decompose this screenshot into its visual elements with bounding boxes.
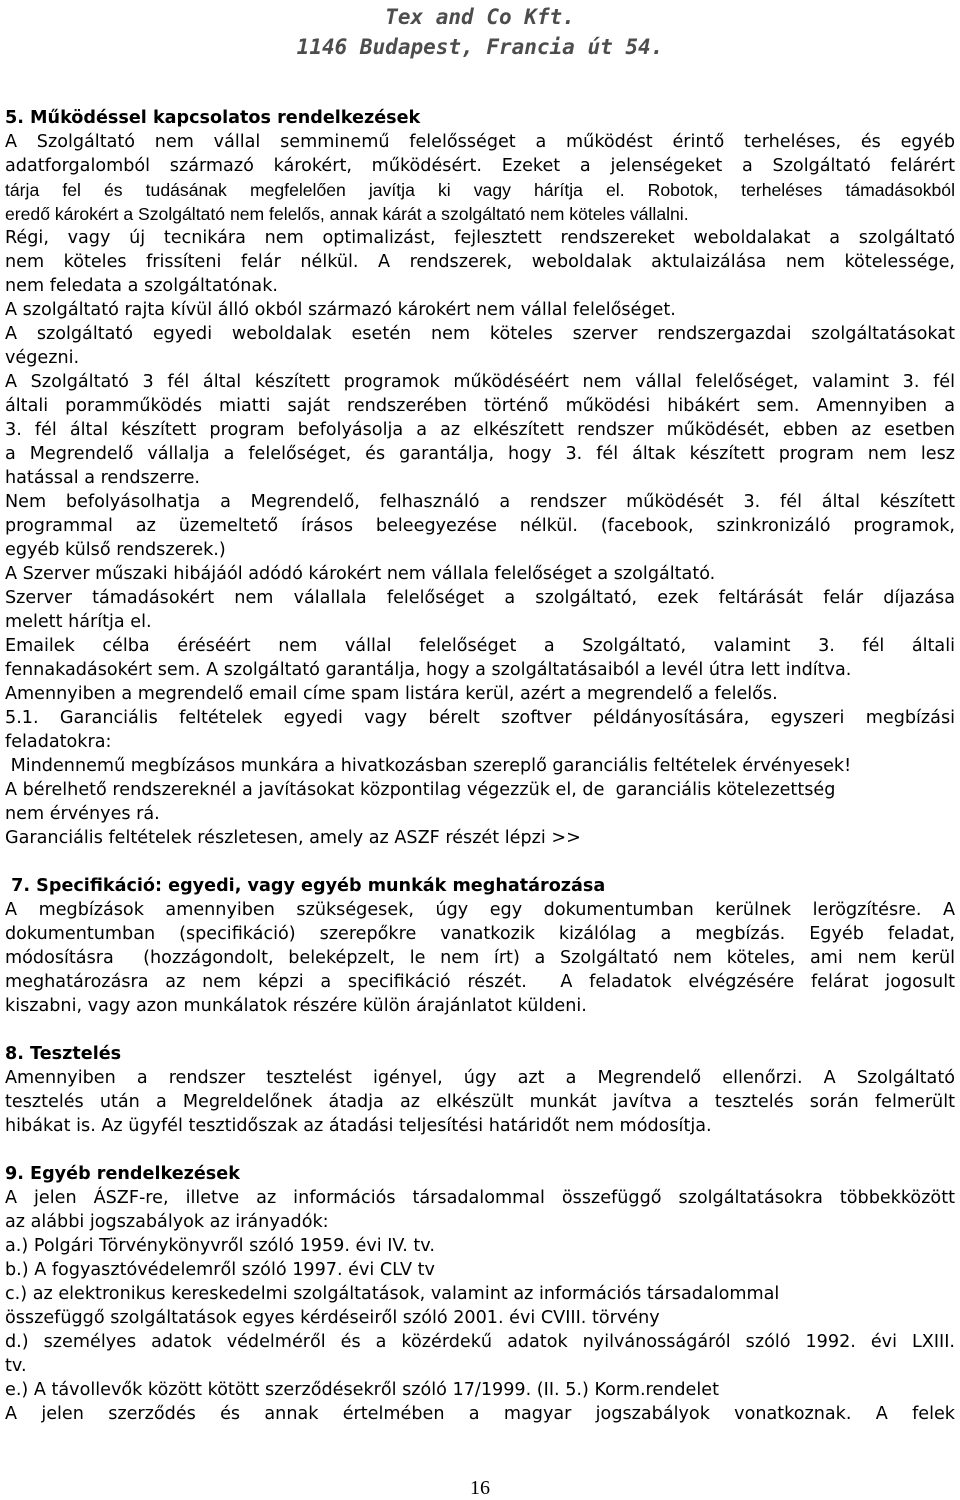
document-body xyxy=(5,106,955,1426)
text-line: módosításra (hozzágondolt, beleképzelt, le nem írt) a Szolgáltató nem köteles, ami nem kerül xyxy=(5,948,955,968)
text-line: b.) A fogyasztóvédelemről szóló 1997. évi CLV tv xyxy=(5,1260,435,1280)
text-line: eredő károkért a Szolgáltató nem felelős, annak kárát a szolgáltató nem köteles vállalni. xyxy=(5,204,689,224)
text-line: végezni. xyxy=(5,348,80,368)
text-line: hatással a rendszerre. xyxy=(5,468,200,488)
text-line: Nem befolyásolhatja a Megrendelő, felhasználó a rendszer működését 3. fél által készített xyxy=(5,492,955,512)
text-line: nem köteles frissíteni felár nélkül. A rendszerek, weboldalak aktulaizálása nem kötelessége, xyxy=(5,252,955,272)
text-line: adatforgalomból származó károkért, működésért. Ezeket a jelenségeket a Szolgáltató felárért xyxy=(5,156,955,176)
text-line: általi poramműködés miatti saját rendszerében történő működési hibákért sem. Amennyiben a xyxy=(5,396,955,416)
text-line: A Szolgáltató 3 fél által készített programok működéséért nem vállal felelőséget, valamint 3. fél xyxy=(5,372,955,392)
text-line: 5.1. Garanciális feltételek egyedi vagy bérelt szoftver példányosítására, egyszeri megbízási xyxy=(5,708,955,728)
text-line: a Megrendelő vállalja a felelőséget, és garantálja, hogy 3. fél áltak készített program nem lesz xyxy=(5,444,955,464)
company-name: Tex and Co Kft. xyxy=(385,5,575,29)
text-line: feladatokra: xyxy=(5,732,112,752)
text-line: Amennyiben a megrendelő email címe spam listára kerül, azért a megrendelő a felelős. xyxy=(5,684,778,704)
section-9-text xyxy=(5,1186,955,1426)
text-line: nem feledata a szolgáltatónak. xyxy=(5,276,278,296)
text-line: összefüggő szolgáltatások egyes kérdéseiről szóló 2001. évi CVIII. törvény xyxy=(5,1308,660,1328)
section-7-title: 7. Specifikáció: egyedi, vagy egyéb munkák meghatározása xyxy=(5,876,606,896)
section-5-title: 5. Működéssel kapcsolatos rendelkezések xyxy=(5,108,421,128)
page-number: 16 xyxy=(470,1477,490,1499)
text-line: Régi, vagy új tecnikára nem optimalizást, fejlesztett rendszereket weboldalakat a szolgáltató xyxy=(5,228,955,248)
text-line: fennakadásokért sem. A szolgáltató garantálja, hogy a szolgáltatásaiból a levél útra lett indítva. xyxy=(5,660,852,680)
text-line: a.) Polgári Törvénykönyvről szóló 1959. évi IV. tv. xyxy=(5,1236,435,1256)
page-header xyxy=(0,2,960,62)
text-line: A szolgáltató rajta kívül álló okból származó károkért nem vállal felelőséget. xyxy=(5,300,676,320)
text-line: meghatározásra az nem képzi a specifikáció részét. A feladatok elvégzésére felárat jogosult xyxy=(5,972,955,992)
section-7-text xyxy=(5,898,955,1018)
section-5-text xyxy=(5,130,955,850)
text-line: melett hárítja el. xyxy=(5,612,152,632)
text-line: nem érvényes rá. xyxy=(5,804,160,824)
text-line: A megbízások amennyiben szükségesek, úgy egy dokumentumban kerülnek lerögzítésre. A xyxy=(5,900,955,920)
text-line: kiszabni, vagy azon munkálatok részére külön árajánlatot küldeni. xyxy=(5,996,587,1016)
text-line: Mindennemű megbízásos munkára a hivatkozásban szereplő garanciális feltételek érvényesek! xyxy=(5,756,852,776)
section-8-title: 8. Tesztelés xyxy=(5,1044,122,1064)
text-line: tesztelés után a Megreldelőnek átadja az elkészült munkát javítva a tesztelés során felmerült xyxy=(5,1092,955,1112)
text-line: A bérelhető rendszereknél a javításokat központilag végezzük el, de garanciális kötelezettség xyxy=(5,780,836,800)
text-line: Amennyiben a rendszer tesztelést igényel, úgy azt a Megrendelő ellenőrzi. A Szolgáltató xyxy=(5,1068,955,1088)
text-line: d.) személyes adatok védelméről és a közérdekű adatok nyilvánosságáról szóló 1992. évi LXIII. xyxy=(5,1332,955,1352)
text-line: Szerver támadásokért nem válallala felelőséget a szolgáltató, ezek feltárását felár díjazása xyxy=(5,588,955,608)
section-8-text xyxy=(5,1066,955,1138)
section-9-title: 9. Egyéb rendelkezések xyxy=(5,1164,240,1184)
text-line: tárja fel és tudásának megfelelően javítja ki vagy hárítja el. Robotok, terheléses támadásokból xyxy=(5,180,955,200)
text-line: dokumentumban (specifikáció) szerepőkre vanatkozik kizálólag a megbízás. Egyéb feladat, xyxy=(5,924,955,944)
text-line: 3. fél által készített program befolyásolja a az elkészített rendszer működését, ebben az esetben xyxy=(5,420,955,440)
section-9 xyxy=(5,1162,955,1426)
section-8 xyxy=(5,1042,955,1138)
text-line: programmal az üzemeltető írásos beleegyezése nélkül. (facebook, szinkronizáló programok, xyxy=(5,516,955,536)
text-line: A jelen ÁSZF-re, illetve az információs társadalommal összefüggő szolgáltatásokra többekközött xyxy=(5,1188,955,1208)
text-line: A szolgáltató egyedi weboldalak esetén nem köteles szerver rendszergazdai szolgáltatásokat xyxy=(5,324,955,344)
text-line: e.) A távollevők között kötött szerződésekről szóló 17/1999. (II. 5.) Korm.rendelet xyxy=(5,1380,719,1400)
text-line: Emailek célba éréséért nem vállal felelőséget a Szolgáltató, valamint 3. fél általi xyxy=(5,636,955,656)
garancia-link[interactable]: Garanciális feltételek részletesen, amely az ASZF részét lépzi >> xyxy=(5,828,581,848)
text-line: tv. xyxy=(5,1356,27,1376)
text-line: A Szerver műszaki hibájáól adódó károkért nem vállala felelőséget a szolgáltató. xyxy=(5,564,716,584)
text-line: A Szolgáltató nem vállal semminemű felelősséget a működést érintő terheléses, és egyéb xyxy=(5,132,955,152)
text-line: hibákat is. Az ügyfél tesztidőszak az átadási teljesítési határidőt nem módosítja. xyxy=(5,1116,712,1136)
section-5 xyxy=(5,106,955,850)
section-7 xyxy=(5,874,955,1018)
text-line: egyéb külső rendszerek.) xyxy=(5,540,226,560)
text-line: az alábbi jogszabályok az irányadók: xyxy=(5,1212,329,1232)
text-line: c.) az elektronikus kereskedelmi szolgáltatások, valamint az információs társadalommal xyxy=(5,1284,780,1304)
text-line: A jelen szerződés és annak értelmében a magyar jogszabályok vonatkoznak. A felek xyxy=(5,1404,955,1424)
company-address: 1146 Budapest, Francia út 54. xyxy=(296,35,664,59)
